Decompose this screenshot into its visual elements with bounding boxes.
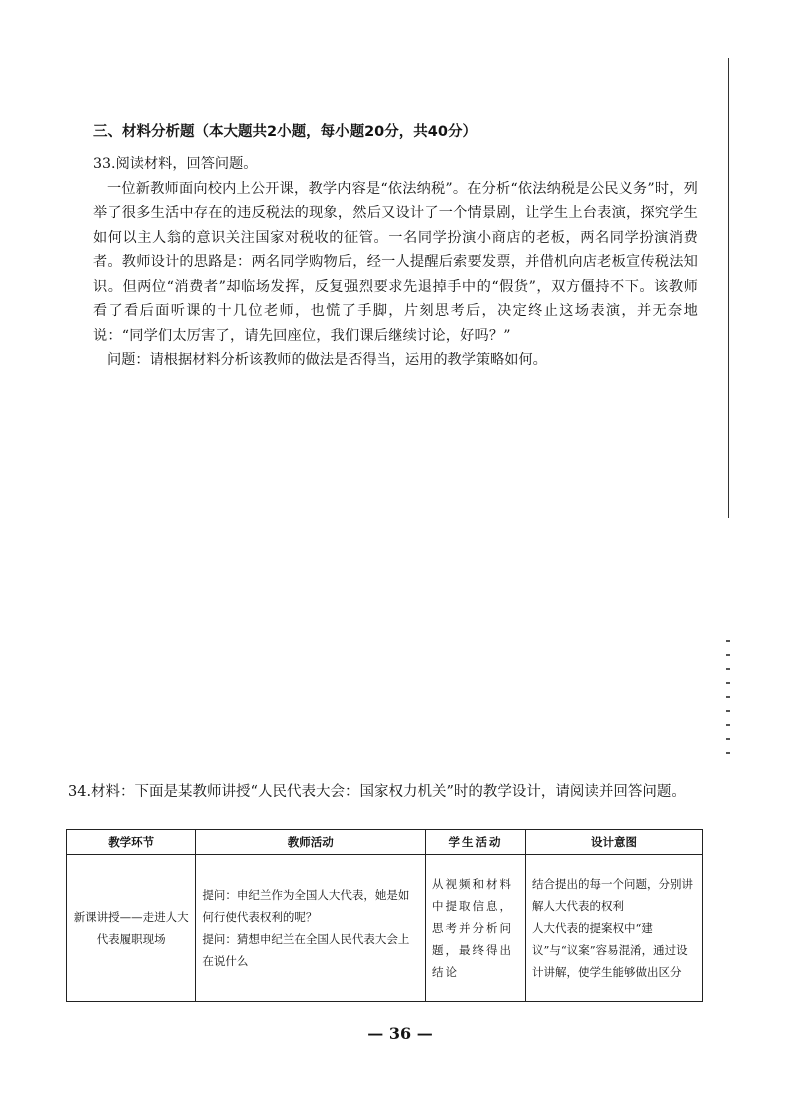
q33-material: [93, 177, 698, 349]
table-row: [67, 855, 703, 1002]
cell-design-intent: 结合提出的每一个问题，分别讲解人大代表的权利 人大代表的提案权中“建议”与“议案”容易混淆，通过设计讲解，使学生能够做出区分: [526, 855, 703, 1002]
header-stage: 教学环节: [67, 830, 196, 855]
cell-teacher-activity: 提问：申纪兰作为全国人大代表，她是如何行使代表权利的呢？ 提问：猜想申纪兰在全国人民代表大会上在说什么: [196, 855, 426, 1002]
q34-heading: 34.材料：下面是某教师讲授“人民代表大会：国家权力机关”时的教学设计，请阅读并回答问题。: [68, 784, 686, 800]
page-number: — 36 —: [367, 1024, 433, 1043]
question-33: [93, 152, 698, 373]
section-title: 三、材料分析题（本大题共2小题，每小题20分，共40分）: [93, 124, 477, 140]
q33-heading: 33.阅读材料，回答问题。: [93, 156, 258, 172]
teaching-design-table: [66, 829, 703, 1002]
table-header-row: [67, 830, 703, 855]
cell-stage: 新课讲授——走进人大代表履职现场: [67, 855, 196, 1002]
cell-student-activity: 从视频和材料中提取信息，思考并分析问题，最终得出结论: [426, 855, 526, 1002]
header-teacher-activity: 教师活动: [196, 830, 426, 855]
header-student-activity: 学生活动: [426, 830, 526, 855]
right-margin-dots: [726, 640, 730, 760]
q33-question: 问题：请根据材料分析该教师的做法是否得当，运用的教学策略如何。: [107, 352, 547, 368]
q33-material-text: 一位新教师面向校内上公开课，教学内容是“依法纳税”。在分析“依法纳税是公民义务”时，列举了很多生活中存在的违反税法的现象，然后又设计了一个情景剧，让学生上台表演，探究学生如何以主人翁的意识关注国家对税收的征管。一名同学扮演小商店的老板，两名同学扮演消费者。教师设计的思路是：两名同学购物后，经一人提醒后索要发票，并借机向店老板宣传税法知识。但两位“消费者”却临场发挥，反复强烈要求先退掉手中的“假货”，双方僵持不下。该教师看了看后面听课的十几位老师，也慌了手脚，片刻思考后，决定终止这场表演，并无奈地说：“同学们太厉害了，请先回座位，我们课后继续讨论，好吗？”: [93, 180, 698, 344]
right-margin-line: [728, 58, 729, 518]
header-design-intent: 设计意图: [526, 830, 703, 855]
